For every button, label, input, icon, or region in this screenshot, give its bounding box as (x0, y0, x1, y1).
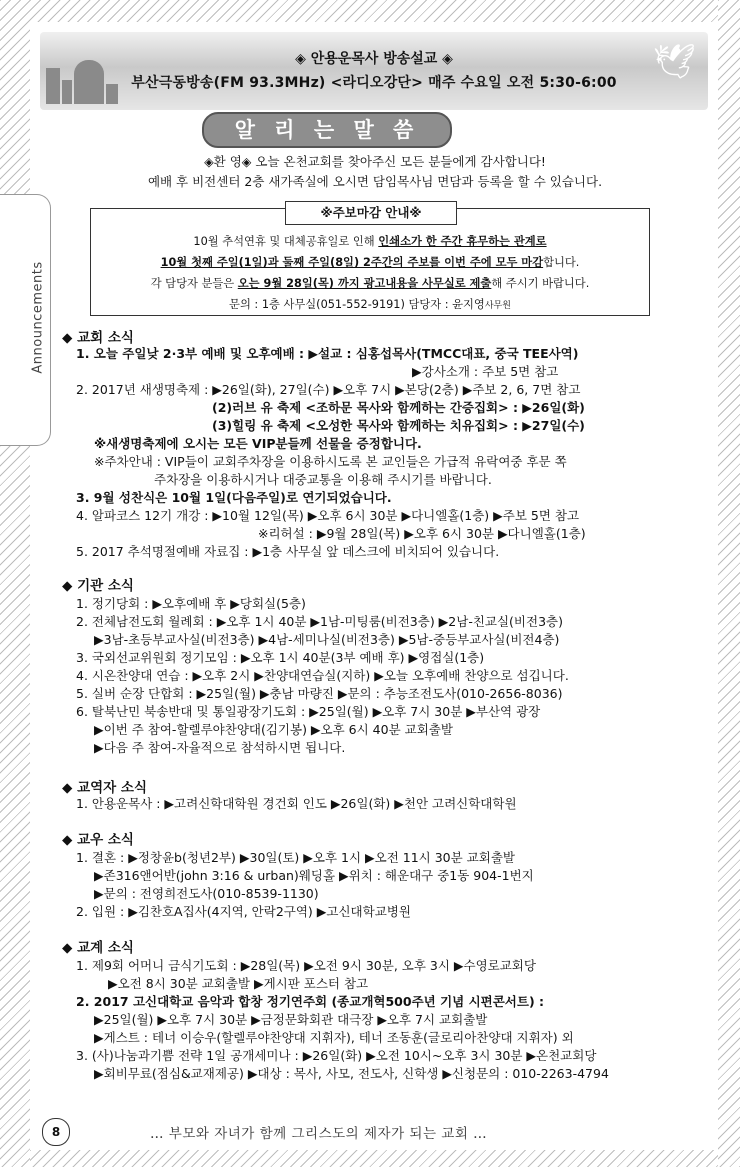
church-item: ▶강사소개 : 주보 5면 참고 (412, 364, 559, 379)
org-item: 2. 전체남전도회 월례회 : ▶오후 1시 40분 ▶1남-미팅룸(비전3층) ▶2남-친교실(비전3층) (76, 614, 563, 629)
region-item: ▶25일(월) ▶오후 7시 30분 ▶금정문화회관 대극장 ▶오후 7시 교회출발 (94, 1012, 488, 1027)
bulletin-page (30, 22, 718, 1150)
region-item: ▶회비무료(점심&교재제공) ▶대상 : 목사, 사모, 전도사, 신학생 ▶신청문의 : 010-2263-4794 (94, 1066, 609, 1081)
org-item: 3. 국외선교위원회 정기모임 : ▶오후 1시 40분(3부 예배 후) ▶영접실(1층) (76, 650, 485, 665)
members-item: ▶존316앤어반(john 3:16 & urban)웨딩홀 ▶위치 : 해운대구 중1동 904-1번지 (94, 868, 534, 883)
bird-icon: 🕊 (652, 42, 696, 82)
church-item: (3)힐링 유 축제 <오성한 목사와 함께하는 치유집회> : ▶27일(수) (212, 418, 585, 433)
church-item: 3. 9월 성찬식은 10월 1일(다음주일)로 연기되었습니다. (76, 490, 392, 505)
hatch-border-top (0, 0, 740, 22)
org-item: ▶다음 주 참여-자율적으로 참석하시면 됩니다. (94, 740, 346, 755)
region-item: ▶게스트 : 테너 이승우(할렐루야찬양대 지휘자), 테너 조동훈(글로리아찬양대 지휘자) 외 (94, 1030, 574, 1045)
section-heading-org: ◆ 기관 소식 (62, 578, 134, 594)
hatch-border-left (0, 0, 30, 1167)
notice-line: 문의 : 1층 사무실(051-552-9191) 담당자 : 윤지영사무원 (229, 298, 511, 311)
notice-line: 각 담당자 분들은 오는 9월 28일(목) 까지 광고내용을 사무실로 제출해 주시기 바랍니다. (150, 277, 590, 290)
members-item: 2. 입원 : ▶김찬호A집사(4지역, 안락2구역) ▶고신대학교병원 (76, 904, 411, 919)
welcome-line: 예배 후 비전센터 2층 새가족실에 오시면 담임목사님 면담과 등록을 할 수 있습니다. (147, 174, 603, 189)
org-item: 5. 실버 순장 단합회 : ▶25일(월) ▶충남 마량진 ▶문의 : 추능조전도사(010-2656-8036) (76, 686, 563, 701)
hatch-border-bottom (0, 1150, 740, 1167)
church-item: (2)러브 유 축제 <조하문 목사와 함께하는 간증집회> : ▶26일(화) (212, 400, 585, 415)
org-item: 4. 시온찬양대 연습 : ▶오후 2시 ▶찬양대연습실(지하) ▶오늘 오후예배 찬양으로 섬깁니다. (76, 668, 569, 683)
church-item: 1. 오늘 주일낮 2·3부 예배 및 오후예배 : ▶설교 : 심홍섭목사(TMCC대표, 중국 TEE사역) (76, 346, 579, 361)
church-item: 주차장을 이용하시거나 대중교통을 이용해 주시기를 바랍니다. (154, 472, 492, 487)
church-item: 2. 2017년 새생명축제 : ▶26일(화), 27일(수) ▶오후 7시 ▶본당(2층) ▶주보 2, 6, 7면 참고 (76, 382, 581, 397)
church-item: 4. 알파코스 12기 개강 : ▶10월 12일(목) ▶오후 6시 30분 ▶다니엘홀(1층) ▶주보 5면 참고 (76, 508, 580, 523)
page-title: 알 리 는 말 씀 (202, 112, 452, 148)
banner-schedule: 부산극동방송(FM 93.3MHz) <라디오강단> 매주 수요일 오전 5:30-6:00 (131, 75, 617, 91)
side-tab-label: Announcements (30, 261, 46, 374)
section-heading-staff: ◆ 교역자 소식 (62, 780, 147, 796)
church-item: ※새생명축제에 오시는 모든 VIP분들께 선물을 증정합니다. (94, 436, 422, 451)
staff-item: 1. 안용운목사 : ▶고려신학대학원 경건회 인도 ▶26일(화) ▶천안 고려신학대학원 (76, 796, 517, 811)
notice-line: 10월 추석연휴 및 대체공휴일로 인해 인쇄소가 한 주간 휴무하는 관계로 (193, 235, 547, 248)
broadcast-banner (40, 32, 708, 110)
members-item: ▶문의 : 전영희전도사(010-8539-1130) (94, 886, 319, 901)
section-heading-members: ◆ 교우 소식 (62, 832, 134, 848)
region-item: ▶오전 8시 30분 교회출발 ▶게시판 포스터 참고 (108, 976, 369, 991)
welcome-line: ◈환 영◈ 오늘 온천교회를 찾아주신 모든 분들에게 감사합니다! (204, 154, 546, 169)
hatch-border-right (718, 0, 740, 1167)
church-item: ※리허설 : ▶9월 28일(목) ▶오후 6시 30분 ▶다니엘홀(1층) (258, 526, 586, 541)
region-item: 1. 제9회 어머니 금식기도회 : ▶28일(목) ▶오전 9시 30분, 오후 3시 ▶수영로교회당 (76, 958, 536, 973)
org-item: ▶이번 주 참여-할렐루야찬양대(김기봉) ▶오후 6시 40분 교회출발 (94, 722, 453, 737)
members-item: 1. 결혼 : ▶정창윤b(청년2부) ▶30일(토) ▶오후 1시 ▶오전 11시 30분 교회출발 (76, 850, 515, 865)
region-item: 2. 2017 고신대학교 음악과 합창 정기연주회 (종교개혁500주년 기념 시편콘서트) : (76, 994, 545, 1009)
notice-line: 10월 첫째 주일(1일)과 둘째 주일(8일) 2주간의 주보를 이번 주에 모두 마감합니다. (160, 256, 580, 269)
region-item: 3. (사)나눔과기쁨 전략 1일 공개세미나 : ▶26일(화) ▶오전 10시~오후 3시 30분 ▶온천교회당 (76, 1048, 597, 1063)
org-item: 1. 정기당회 : ▶오후예배 후 ▶당회실(5층) (76, 596, 306, 611)
church-item: ※주차안내 : VIP들이 교회주차장을 이용하시도록 본 교인들은 가급적 유락여중 후문 쪽 (94, 454, 567, 469)
church-item: 5. 2017 추석명절예배 자료집 : ▶1층 사무실 앞 데스크에 비치되어 있습니다. (76, 544, 500, 559)
page-number: 8 (42, 1118, 70, 1146)
section-heading-church: ◆ 교회 소식 (62, 330, 134, 346)
footer-motto: … 부모와 자녀가 함께 그리스도의 제자가 되는 교회 … (150, 1126, 488, 1142)
section-heading-region: ◆ 교계 소식 (62, 940, 134, 956)
banner-title: ◈ 안용운목사 방송설교 ◈ (295, 51, 453, 67)
org-item: 6. 탈북난민 북송반대 및 통일광장기도회 : ▶25일(월) ▶오후 7시 30분 ▶부산역 광장 (76, 704, 541, 719)
notice-title: ※주보마감 안내※ (285, 201, 457, 225)
org-item: ▶3남-초등부교사실(비전3층) ▶4남-세미나실(비전3층) ▶5남-중등부교사실(비전4층) (94, 632, 560, 647)
notice-box (90, 205, 650, 316)
